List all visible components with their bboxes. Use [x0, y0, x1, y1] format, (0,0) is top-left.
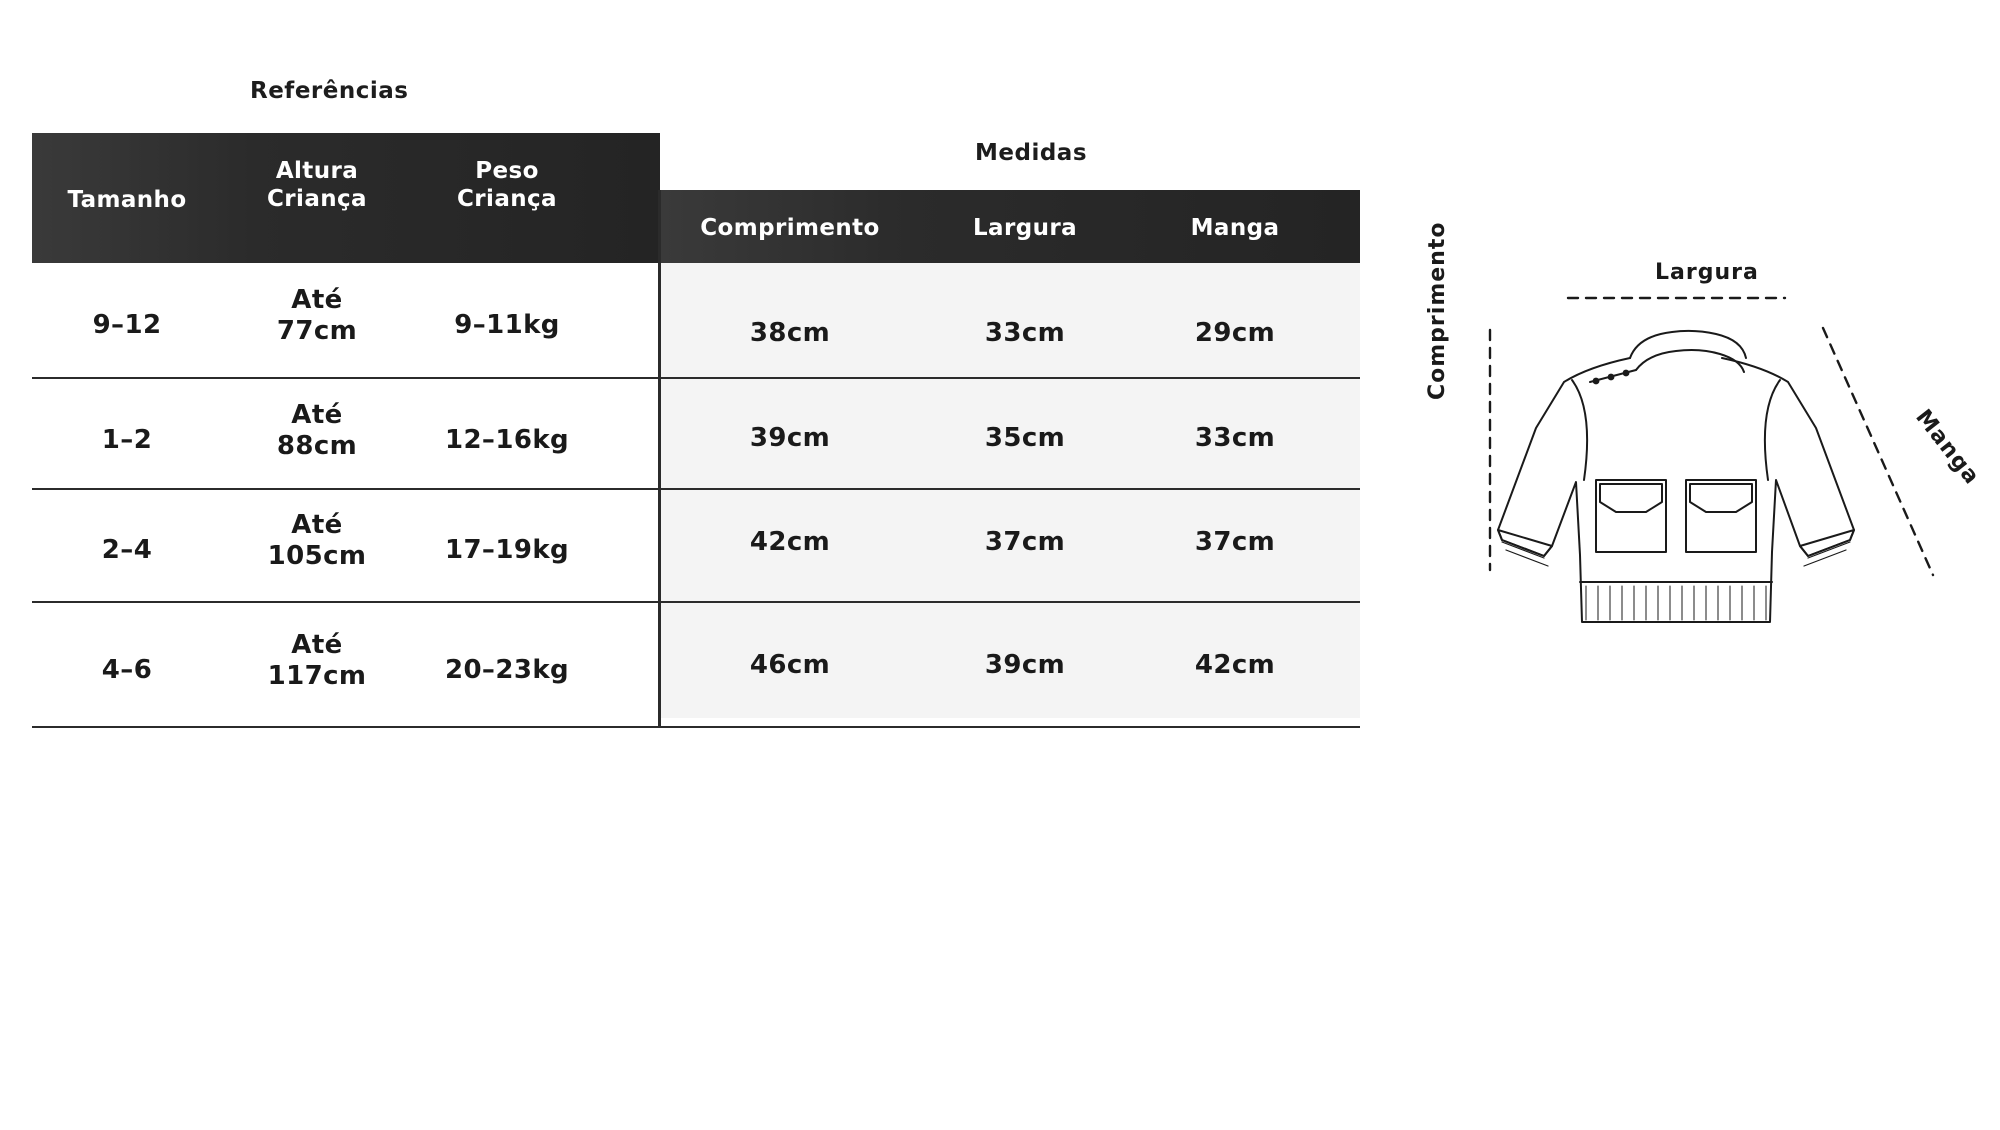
- table-row: 9–12: [92, 310, 162, 340]
- row-separator: [32, 377, 1360, 379]
- table-row: 33cm: [984, 318, 1066, 348]
- table-row: 39cm: [749, 423, 831, 453]
- size-chart: [0, 0, 1400, 760]
- table-row: 1–2: [101, 425, 153, 455]
- column-header-altura-crianca: Altura Criança: [267, 158, 367, 213]
- table-row: 42cm: [749, 527, 831, 557]
- table-row: 46cm: [749, 650, 831, 680]
- column-header-largura: Largura: [972, 215, 1078, 241]
- table-row: Até 105cm: [267, 510, 367, 572]
- table-row: 4–6: [101, 655, 153, 685]
- table-row: Até 77cm: [276, 285, 358, 347]
- row-separator: [32, 726, 1360, 728]
- table-row: 42cm: [1194, 650, 1276, 680]
- row-separator: [32, 601, 1360, 603]
- table-row: 38cm: [749, 318, 831, 348]
- table-row: Até 88cm: [276, 400, 358, 462]
- table-row: 33cm: [1194, 423, 1276, 453]
- column-header-comprimento: Comprimento: [700, 215, 880, 241]
- table-row: 37cm: [984, 527, 1066, 557]
- table-row: 20–23kg: [444, 655, 570, 685]
- table-row: 29cm: [1194, 318, 1276, 348]
- diagram-label-manga: Manga: [1910, 405, 1985, 490]
- table-row: 37cm: [1194, 527, 1276, 557]
- diagram-label-comprimento: Comprimento: [1425, 221, 1450, 400]
- table-row: Até 117cm: [267, 630, 367, 692]
- column-header-manga: Manga: [1190, 215, 1280, 241]
- table-row: 12–16kg: [444, 425, 570, 455]
- diagram-label-largura: Largura: [1655, 260, 1759, 285]
- table-row: 39cm: [984, 650, 1066, 680]
- table-row: 2–4: [101, 535, 153, 565]
- table-row: 9–11kg: [454, 310, 560, 340]
- group-title-medidas: Medidas: [975, 140, 1088, 166]
- table-row: 17–19kg: [444, 535, 570, 565]
- group-title-referencias: Referências: [250, 78, 409, 104]
- garment-illustration-icon: [1440, 230, 1980, 690]
- table-row: 35cm: [984, 423, 1066, 453]
- column-header-tamanho: Tamanho: [67, 187, 187, 213]
- column-header-peso-crianca: Peso Criança: [457, 158, 557, 213]
- garment-diagram: [1440, 230, 1980, 690]
- vertical-divider: [658, 190, 661, 728]
- row-separator: [32, 488, 1360, 490]
